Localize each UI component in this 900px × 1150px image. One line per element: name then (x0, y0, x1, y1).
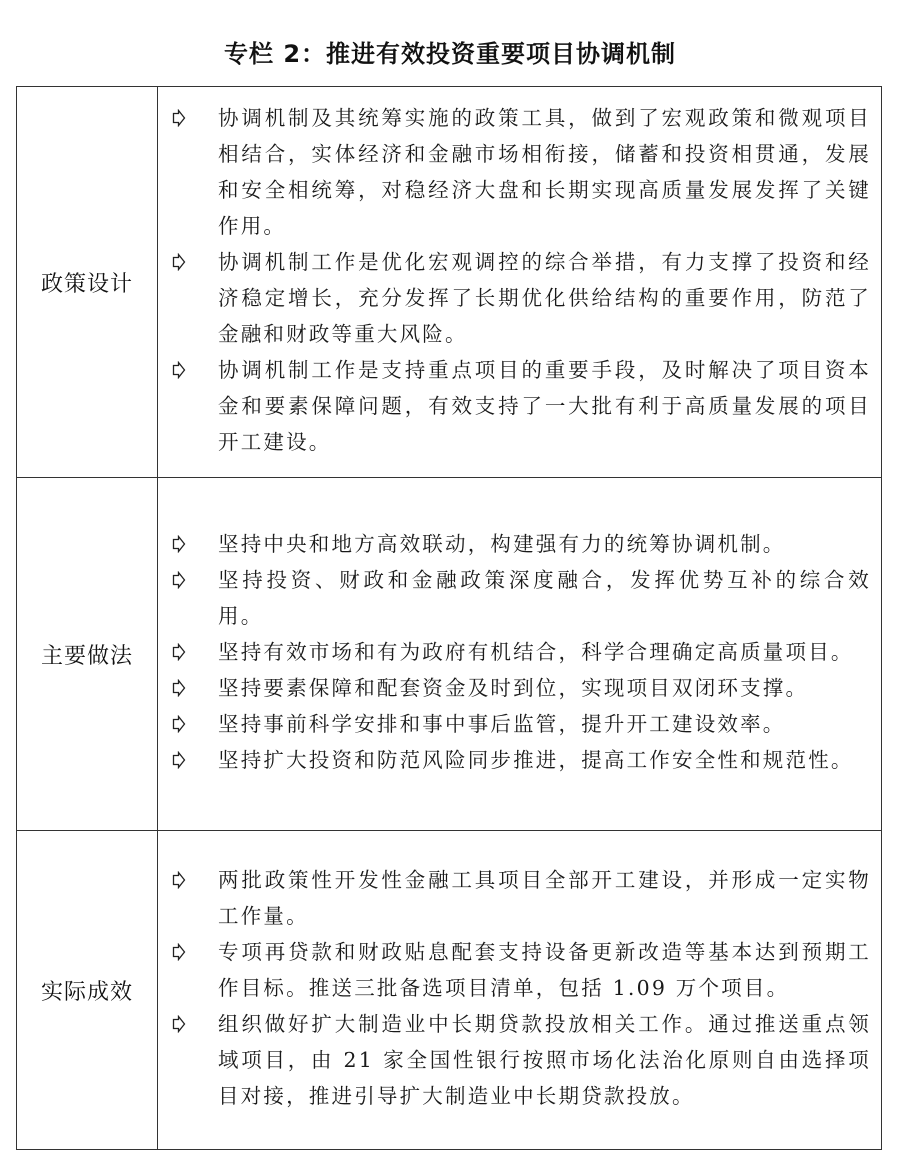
list-item (172, 244, 871, 352)
hollow-right-arrow-icon (172, 742, 218, 778)
list-item-text: 坚持扩大投资和防范风险同步推进，提高工作安全性和规范性。 (218, 748, 854, 772)
hollow-right-arrow-icon (172, 244, 218, 280)
list-item-text: 坚持有效市场和有为政府有机结合，科学合理确定高质量项目。 (218, 640, 854, 664)
list-item-text: 坚持投资、财政和金融政策深度融合，发挥优势互补的综合效用。 (218, 568, 871, 628)
list-item (172, 742, 871, 778)
hollow-right-arrow-icon (172, 100, 218, 136)
hollow-right-arrow-icon (172, 1006, 218, 1042)
hollow-right-arrow-icon (172, 706, 218, 742)
list-item (172, 934, 871, 1006)
list-item (172, 862, 871, 934)
section-content (158, 87, 882, 478)
section-content (158, 478, 882, 831)
list-item (172, 100, 871, 244)
list-item (172, 670, 871, 706)
table-row-policy-design (17, 87, 882, 478)
list-item-text: 组织做好扩大制造业中长期贷款投放相关工作。通过推送重点领域项目，由 21 家全国性银行按照市场化法治化原则自由选择项目对接，推进引导扩大制造业中长期贷款投放。 (218, 1012, 871, 1108)
table-row-main-practices (17, 478, 882, 831)
page-title: 专栏 2：推进有效投资重要项目协调机制 (223, 40, 677, 68)
list-item-text: 协调机制及其统筹实施的政策工具，做到了宏观政策和微观项目相结合，实体经济和金融市场相衔接，储蓄和投资相贯通，发展和安全相统筹，对稳经济大盘和长期实现高质量发展发挥了关键作用。 (218, 106, 871, 238)
hollow-right-arrow-icon (172, 862, 218, 898)
hollow-right-arrow-icon (172, 634, 218, 670)
hollow-right-arrow-icon (172, 670, 218, 706)
hollow-right-arrow-icon (172, 934, 218, 970)
list-item (172, 352, 871, 460)
table-row-actual-results (17, 831, 882, 1150)
hollow-right-arrow-icon (172, 526, 218, 562)
list-item (172, 1006, 871, 1114)
hollow-right-arrow-icon (172, 562, 218, 598)
section-label: 政策设计 (17, 87, 158, 478)
list-item-text: 专项再贷款和财政贴息配套支持设备更新改造等基本达到预期工作目标。推送三批备选项目清单，包括 1.09 万个项目。 (218, 940, 871, 1000)
list-item (172, 634, 871, 670)
content-table (16, 86, 882, 1150)
list-item (172, 562, 871, 634)
list-item-text: 坚持中央和地方高效联动，构建强有力的统筹协调机制。 (218, 532, 786, 556)
list-item-text: 坚持事前科学安排和事中事后监管，提升开工建设效率。 (218, 712, 786, 736)
section-content (158, 831, 882, 1150)
hollow-right-arrow-icon (172, 352, 218, 388)
list-item (172, 706, 871, 742)
list-item-text: 协调机制工作是支持重点项目的重要手段，及时解决了项目资本金和要素保障问题，有效支持了一大批有利于高质量发展的项目开工建设。 (218, 358, 871, 454)
list-item-text: 坚持要素保障和配套资金及时到位，实现项目双闭环支撑。 (218, 676, 809, 700)
list-item-text: 协调机制工作是优化宏观调控的综合举措，有力支撑了投资和经济稳定增长，充分发挥了长期优化供给结构的重要作用，防范了金融和财政等重大风险。 (218, 250, 871, 346)
section-label: 实际成效 (17, 831, 158, 1150)
section-label: 主要做法 (17, 478, 158, 831)
list-item (172, 526, 871, 562)
list-item-text: 两批政策性开发性金融工具项目全部开工建设，并形成一定实物工作量。 (218, 868, 871, 928)
